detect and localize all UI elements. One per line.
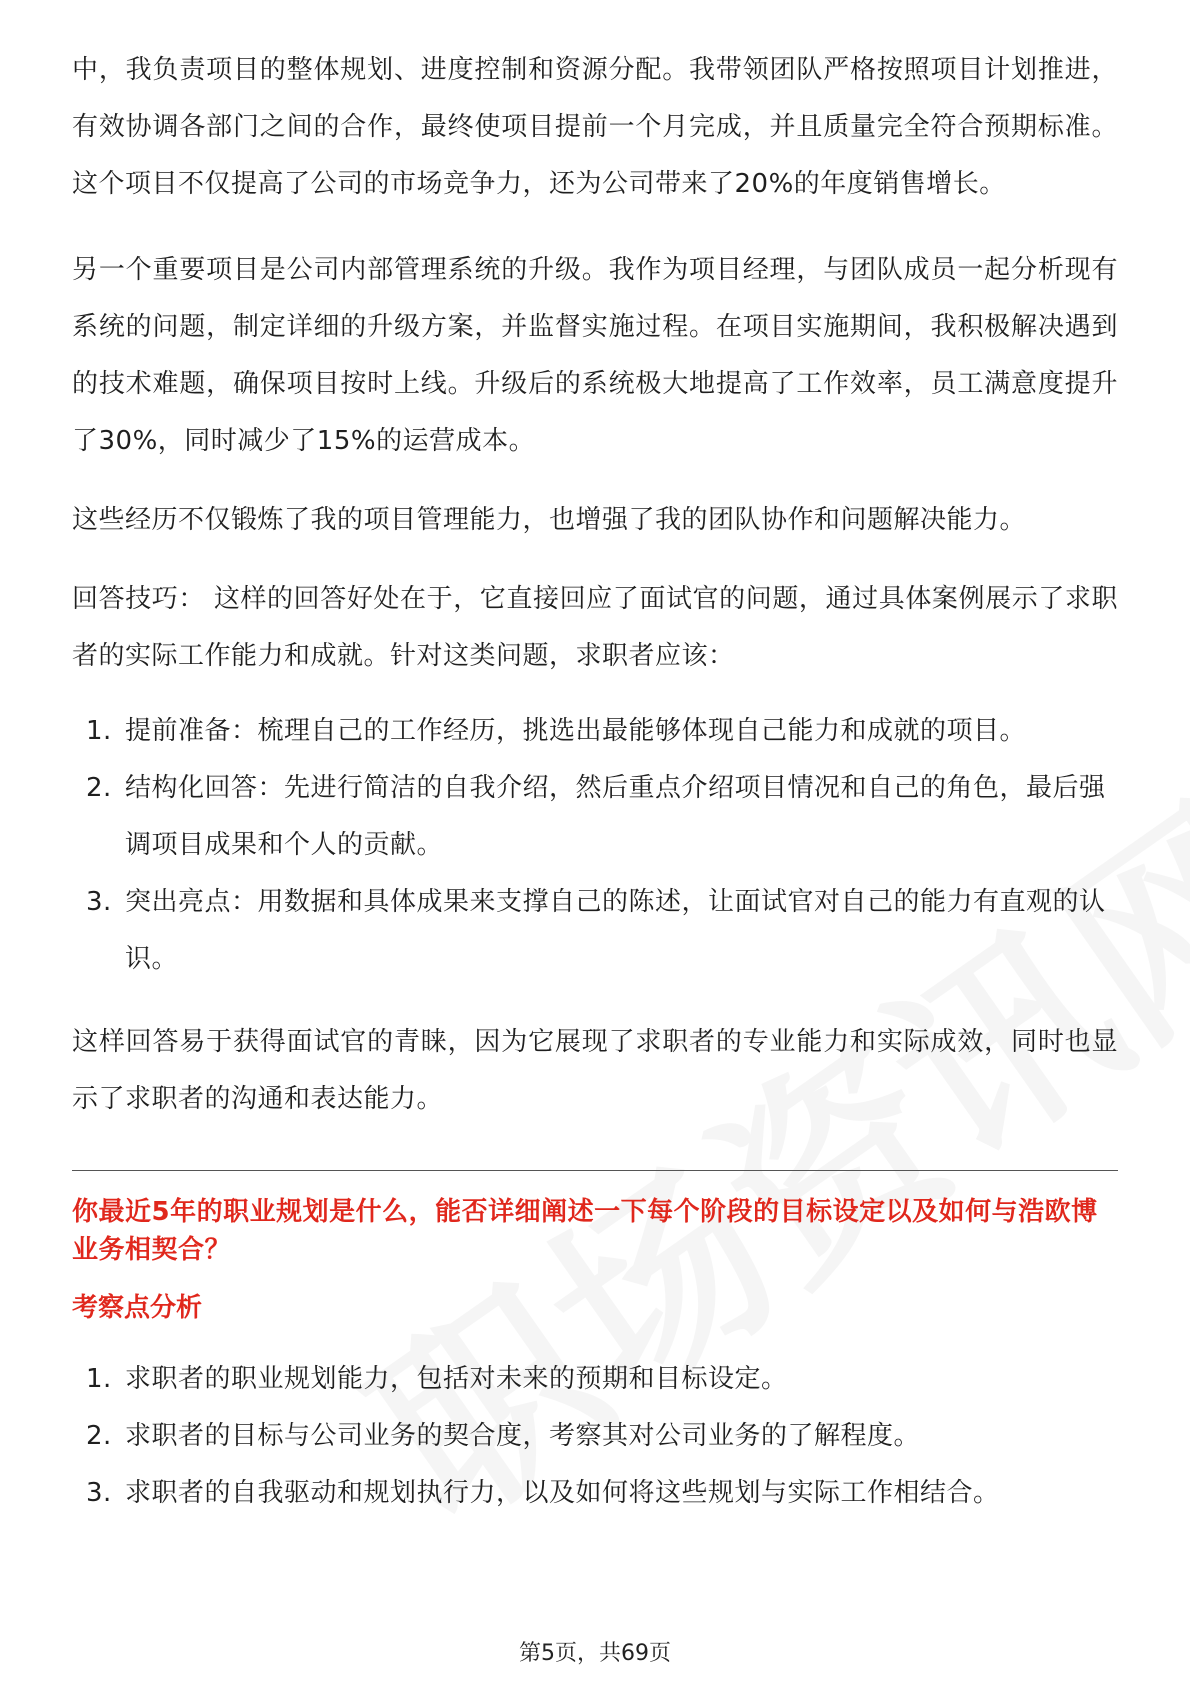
list-number: 3.: [86, 887, 112, 917]
list-item: [72, 874, 1118, 988]
interview-question: 你最近5年的职业规划是什么，能否详细阐述一下每个阶段的目标设定以及如何与浩欧博业务相契合？: [72, 1197, 1098, 1265]
paragraph-project-two: 另一个重要项目是公司内部管理系统的升级。我作为项目经理，与团队成员一起分析现有系统的问题，制定详细的升级方案，并监督实施过程。在项目实施期间，我积极解决遇到的技术难题，确保项目按时上线。升级后的系统极大地提高了工作效率，员工满意度提升了30%，同时减少了15%的运营成本。: [72, 255, 1118, 456]
list-item-text: 求职者的职业规划能力，包括对未来的预期和目标设定。: [125, 1364, 788, 1394]
paragraph-summary: 这些经历不仅锻炼了我的项目管理能力，也增强了我的团队协作和问题解决能力。: [72, 505, 1027, 535]
list-item: [72, 1408, 1118, 1465]
list-item-text: 突出亮点：用数据和具体成果来支撑自己的陈述，让面试官对自己的能力有直观的认识。: [125, 887, 1106, 974]
paragraph-project-one: 中，我负责项目的整体规划、进度控制和资源分配。我带领团队严格按照项目计划推进，有效协调各部门之间的合作，最终使项目提前一个月完成，并且质量完全符合预期标准。这个项目不仅提高了公司的市场竞争力，还为公司带来了20%的年度销售增长。: [72, 55, 1118, 199]
analysis-list: [72, 1351, 1118, 1522]
list-number: 2.: [86, 773, 112, 803]
list-item-text: 结构化回答：先进行简洁的自我介绍，然后重点介绍项目情况和自己的角色，最后强调项目成果和个人的贡献。: [125, 773, 1106, 860]
tips-list: [72, 703, 1118, 988]
list-number: 1.: [86, 716, 112, 746]
list-item: [72, 1465, 1118, 1522]
document-page: [72, 42, 1118, 1522]
list-number: 1.: [86, 1364, 112, 1394]
paragraph-conclusion: 这样回答易于获得面试官的青睐，因为它展现了求职者的专业能力和实际成效，同时也显示了求职者的沟通和表达能力。: [72, 1027, 1118, 1114]
list-item: [72, 703, 1118, 760]
list-number: 2.: [86, 1421, 112, 1451]
list-number: 3.: [86, 1478, 112, 1508]
page-footer: 第5页，共69页: [519, 1641, 671, 1666]
list-item: [72, 1351, 1118, 1408]
list-item-text: 求职者的目标与公司业务的契合度，考察其对公司业务的了解程度。: [125, 1421, 921, 1451]
list-item-text: 提前准备：梳理自己的工作经历，挑选出最能够体现自己能力和成就的项目。: [125, 716, 1027, 746]
paragraph-answer-tips: 回答技巧： 这样的回答好处在于，它直接回应了面试官的问题，通过具体案例展示了求职者的实际工作能力和成就。针对这类问题，求职者应该：: [72, 584, 1118, 671]
analysis-heading: 考察点分析: [72, 1293, 203, 1323]
list-item: [72, 760, 1118, 874]
list-item-text: 求职者的自我驱动和规划执行力，以及如何将这些规划与实际工作相结合。: [125, 1478, 1000, 1508]
